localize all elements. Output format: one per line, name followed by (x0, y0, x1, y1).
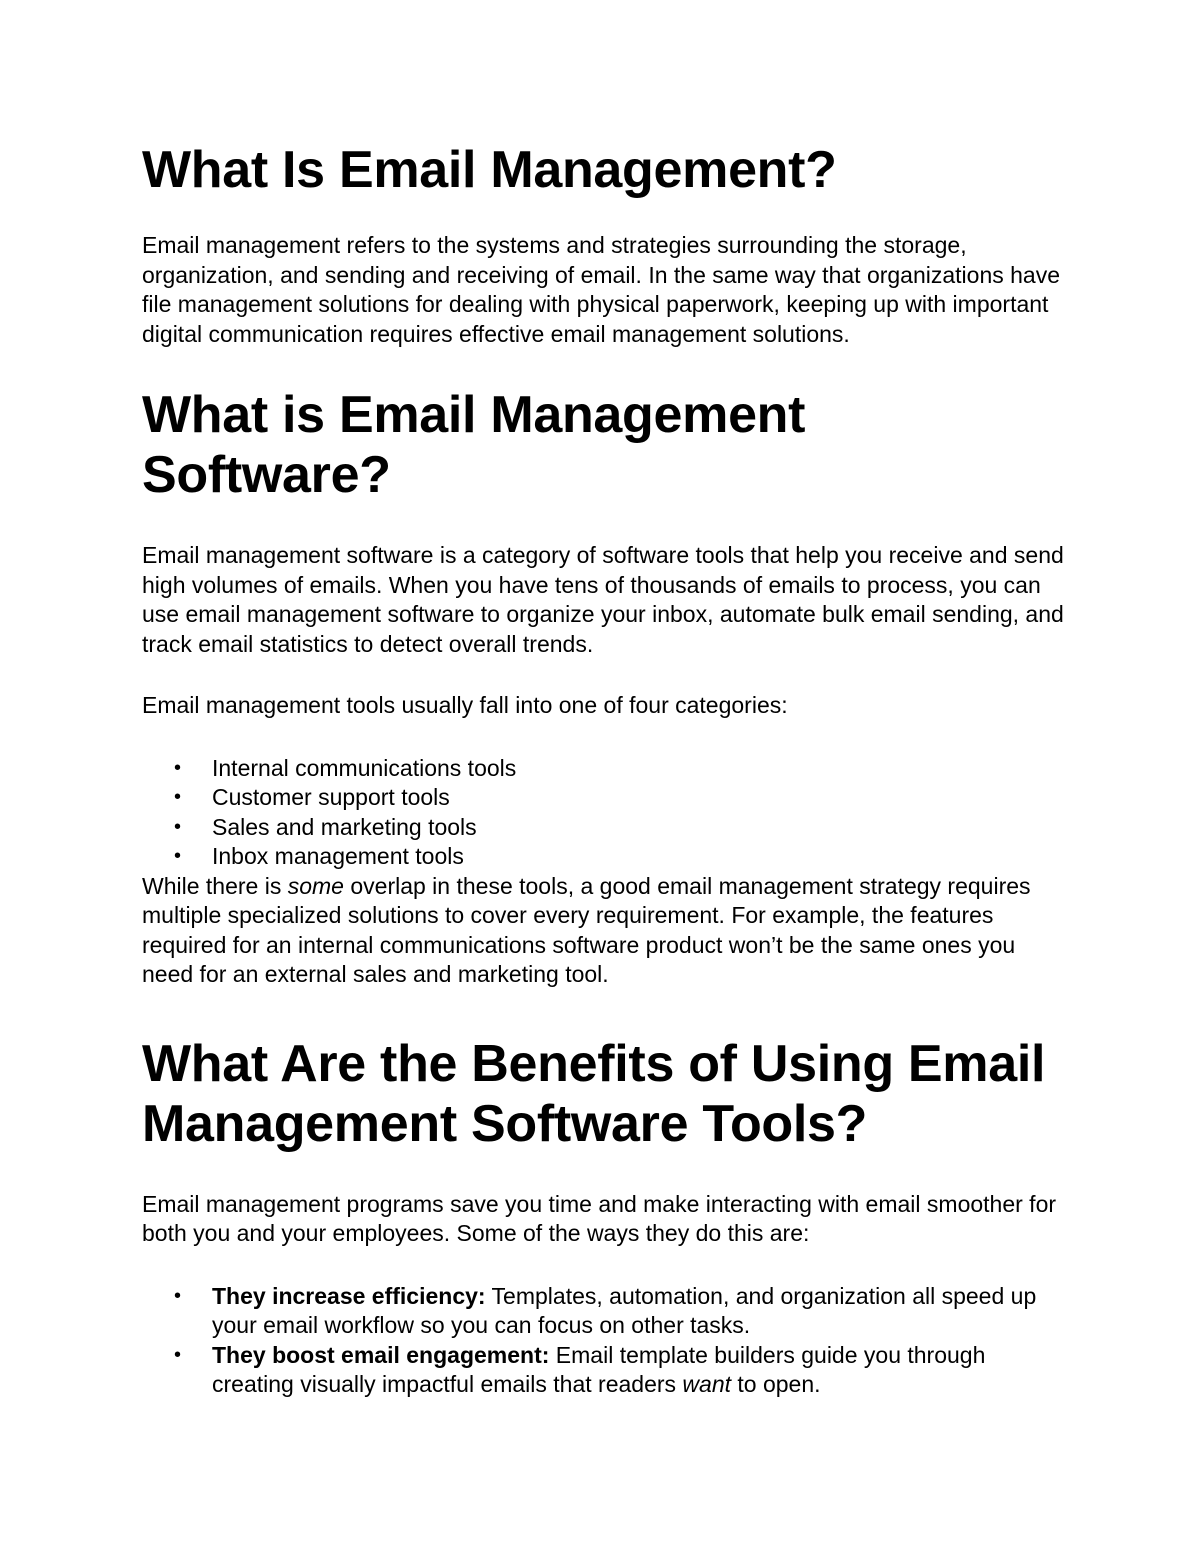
bullet-icon: • (174, 756, 182, 779)
list-item-text: Inbox management tools (212, 843, 464, 869)
paragraph-categories-intro: Email management tools usually fall into one of four categories: (142, 692, 788, 718)
benefit-text: Templates, automation, and organization all speed up your email workflow so you can focus on other tasks. (212, 1282, 1037, 1338)
emphasis-text: some (287, 872, 344, 899)
bullet-icon: • (174, 1284, 182, 1307)
heading-line: What Are the Benefits of Using Email (142, 1034, 1046, 1093)
document-page (142, 140, 1072, 1400)
bullet-icon: • (174, 1343, 182, 1366)
heading-what-is-email-management-software (142, 385, 1072, 505)
bullet-icon: • (174, 845, 182, 867)
list-item (142, 842, 1072, 872)
benefit-text: to open. (731, 1371, 821, 1397)
heading-line: What is Email Management (142, 386, 806, 444)
list-item (142, 1341, 1072, 1400)
list-item (142, 754, 1072, 784)
paragraph-benefits-intro: Email management programs save you time and make interacting with email smoother for both you and your employees. Some of the ways they do this are: (142, 1190, 1057, 1246)
text-run: While there is (142, 872, 288, 899)
categories-list (142, 754, 1072, 872)
heading-line: Management Software Tools? (142, 1094, 868, 1153)
heading-what-is-email-management: What Is Email Management? (142, 141, 837, 199)
benefit-title: They boost email engagement: (212, 1341, 550, 1368)
list-item-text: Sales and marketing tools (212, 813, 477, 840)
text-run: overlap in these tools, a good email management strategy requires multiple specialized solutions to cover every requirement. For example, the features required for an internal communications software product won’t be the same ones you need for an external sales and marketing tool. (142, 872, 1031, 987)
list-item-text: Customer support tools (212, 784, 450, 810)
paragraph-email-management-definition: Email management refers to the systems and strategies surrounding the storage, organization, and sending and receiving of email. In the same way that organizations have file management solutions for dealing with physical paperwork, keeping up with important digital communication requires effective email management solutions. (142, 232, 1061, 347)
list-item-text: Internal communications tools (212, 754, 517, 781)
bullet-icon: • (174, 815, 182, 838)
paragraph-software-definition: Email management software is a category of software tools that help you receive and send high volumes of emails. When you have tens of thousands of emails to process, you can use email management software to organize your inbox, automate bulk email sending, and track email statistics to detect overall trends. (142, 542, 1064, 657)
paragraph-overlap (142, 872, 1072, 990)
heading-benefits (142, 1034, 1072, 1154)
list-item (142, 1282, 1072, 1341)
benefit-title: They increase efficiency: (212, 1282, 486, 1309)
heading-line: Software? (142, 446, 391, 504)
list-item (142, 783, 1072, 813)
benefit-text: Email template builders guide you through creating visually impactful emails that readers (212, 1341, 986, 1397)
list-item (142, 813, 1072, 843)
benefits-list (142, 1282, 1072, 1400)
bullet-icon: • (174, 786, 182, 808)
emphasis-text: want (682, 1371, 732, 1397)
